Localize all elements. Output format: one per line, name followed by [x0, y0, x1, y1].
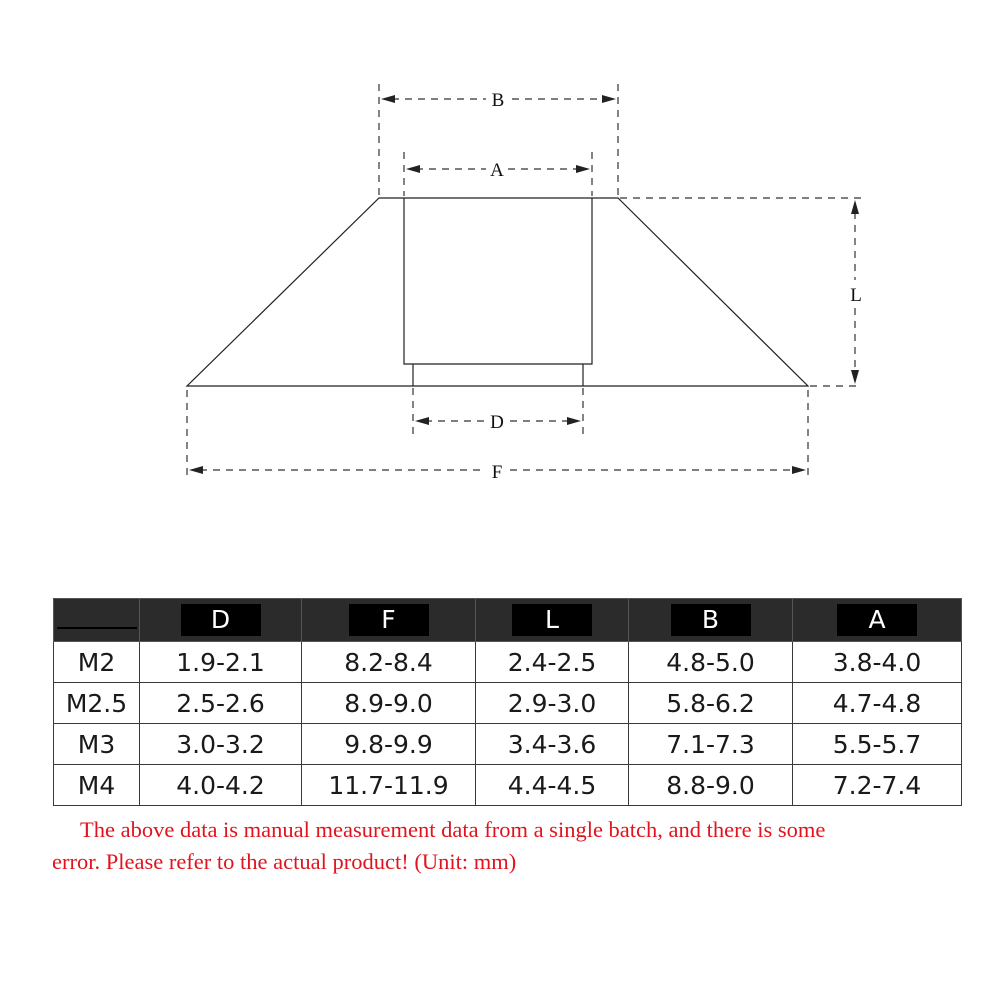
- table-row: [54, 724, 962, 765]
- arrow-d-left: [415, 417, 429, 425]
- header-b: [629, 599, 793, 642]
- table-cell: 9.8-9.9: [302, 724, 476, 765]
- label-b: B: [491, 90, 505, 111]
- table-cell: 3.8-4.0: [793, 642, 962, 683]
- note-line-2: error. Please refer to the actual product! (Unit: mm): [52, 849, 517, 874]
- arrow-b-left: [381, 95, 395, 103]
- bottom-step: [413, 364, 583, 386]
- header-label: D: [181, 604, 261, 636]
- header-row: [54, 599, 962, 642]
- header-f: [302, 599, 476, 642]
- header-a: [793, 599, 962, 642]
- table-cell: M2: [54, 642, 140, 683]
- table-cell: 7.1-7.3: [629, 724, 793, 765]
- table-cell: 4.0-4.2: [140, 765, 302, 806]
- table-cell: 8.2-8.4: [302, 642, 476, 683]
- header-label: F: [349, 604, 429, 636]
- inner-bore: [404, 198, 592, 364]
- table-cell: 4.7-4.8: [793, 683, 962, 724]
- header-l: [476, 599, 629, 642]
- arrow-b-right: [602, 95, 616, 103]
- header-d: [140, 599, 302, 642]
- arrow-a-left: [406, 165, 420, 173]
- spec-table: [53, 598, 962, 806]
- header-label: [57, 627, 137, 629]
- arrow-f-right: [792, 466, 806, 474]
- table-cell: 4.8-5.0: [629, 642, 793, 683]
- note-line-1: The above data is manual measurement data from a single batch, and there is some: [80, 817, 826, 842]
- header-label: L: [512, 604, 592, 636]
- header-label: A: [837, 604, 917, 636]
- measurement-note: [52, 814, 972, 878]
- label-a: A: [490, 160, 504, 181]
- table-cell: 3.0-3.2: [140, 724, 302, 765]
- label-f: F: [491, 462, 503, 483]
- table-row: [54, 683, 962, 724]
- arrow-a-right: [576, 165, 590, 173]
- arrow-f-left: [189, 466, 203, 474]
- table-cell: 8.9-9.0: [302, 683, 476, 724]
- table-cell: M4: [54, 765, 140, 806]
- table-cell: 8.8-9.0: [629, 765, 793, 806]
- table-cell: 11.7-11.9: [302, 765, 476, 806]
- table-row: [54, 765, 962, 806]
- table-cell: 3.4-3.6: [476, 724, 629, 765]
- arrow-l-bottom: [851, 370, 859, 384]
- table-cell: M3: [54, 724, 140, 765]
- table-cell: 5.8-6.2: [629, 683, 793, 724]
- table-cell: 5.5-5.7: [793, 724, 962, 765]
- washer-outline: [187, 198, 808, 386]
- arrow-d-right: [567, 417, 581, 425]
- table-cell: 2.9-3.0: [476, 683, 629, 724]
- arrow-l-top: [851, 200, 859, 214]
- header-label: B: [671, 604, 751, 636]
- table-cell: 7.2-7.4: [793, 765, 962, 806]
- header-size: [54, 599, 140, 642]
- table-cell: M2.5: [54, 683, 140, 724]
- table-cell: 4.4-4.5: [476, 765, 629, 806]
- table-row: [54, 642, 962, 683]
- table-cell: 1.9-2.1: [140, 642, 302, 683]
- table-cell: 2.5-2.6: [140, 683, 302, 724]
- table-cell: 2.4-2.5: [476, 642, 629, 683]
- label-l: L: [850, 285, 862, 306]
- label-d: D: [490, 412, 504, 433]
